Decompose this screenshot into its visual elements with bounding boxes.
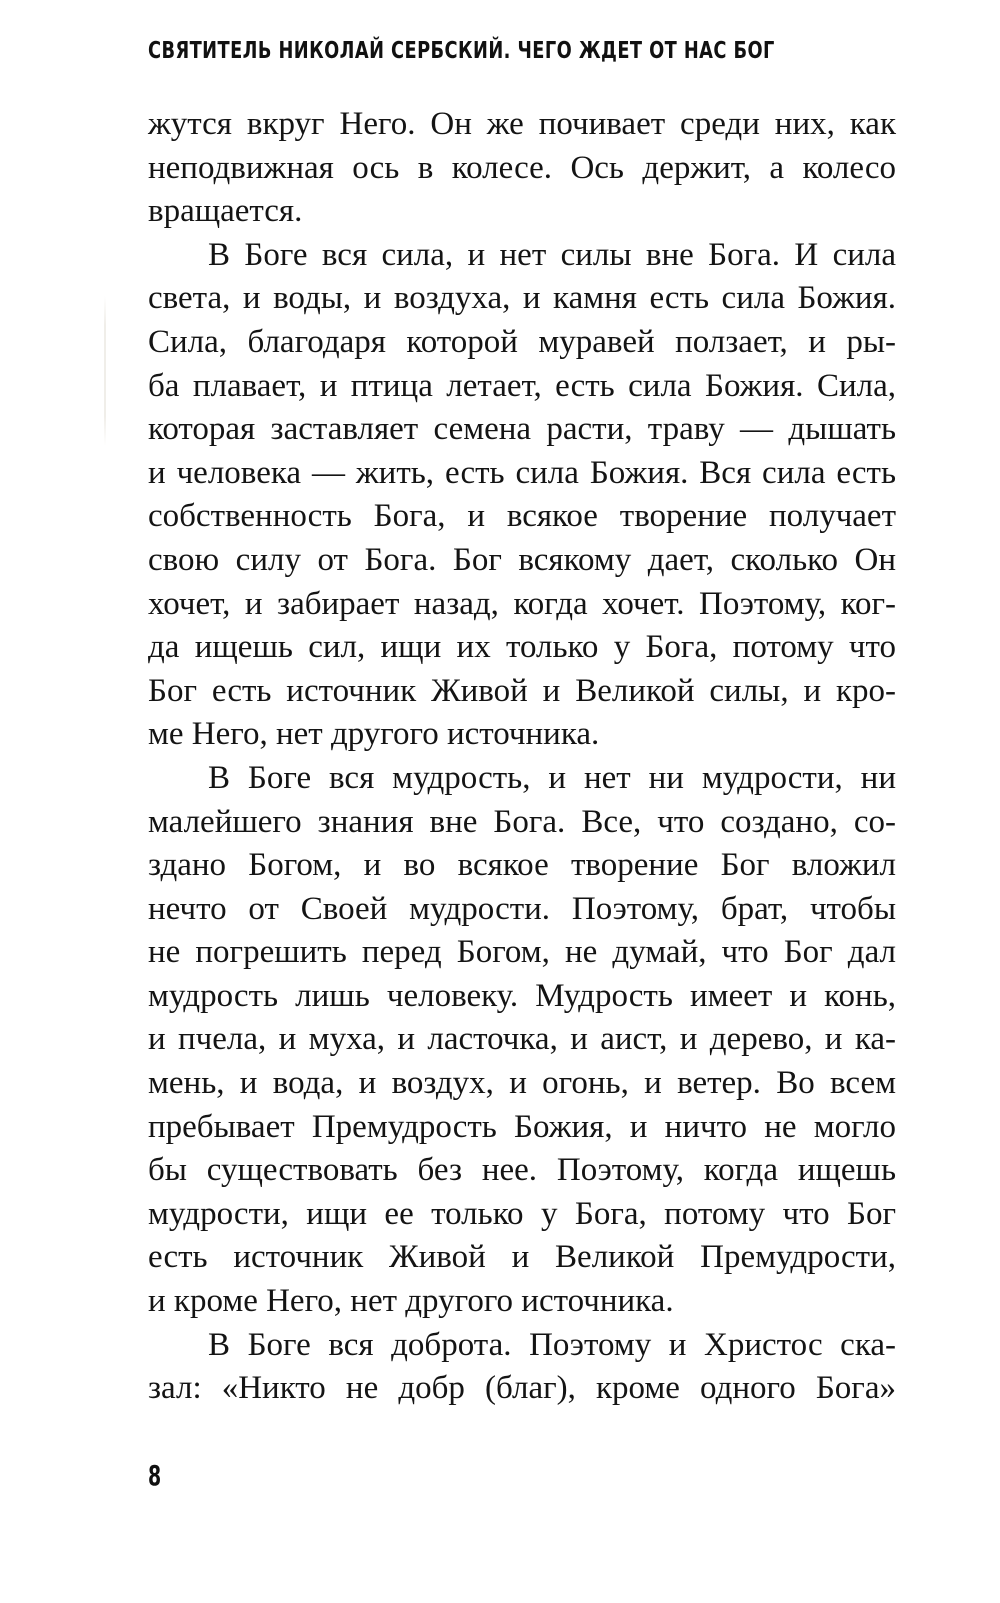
text-line: пребывает Премудрость Божия, и ничто не могло — [148, 1108, 896, 1145]
text-line: мудрости, ищи ее только у Бога, потому что Бог — [148, 1195, 896, 1232]
text-line: хочет, и забирает назад, когда хочет. Поэтому, ког- — [148, 585, 896, 622]
text-line: которая заставляет семена расти, траву — дышать — [148, 411, 896, 448]
text-line: Сила, благодаря которой муравей ползает, и ры- — [148, 323, 896, 360]
text-line: собственность Бога, и всякое творение получает — [148, 498, 896, 535]
text-line: и кроме Него, нет другого источника. — [148, 1283, 674, 1320]
text-line: ме Него, нет другого источника. — [148, 716, 600, 753]
paragraph-start-line: В Боге вся доброта. Поэтому и Христос ска- — [208, 1326, 896, 1363]
text-line: есть источник Живой и Великой Премудрости, — [148, 1239, 896, 1276]
running-header: СВЯТИТЕЛЬ НИКОЛАЙ СЕРБСКИЙ. ЧЕГО ЖДЕТ ОТ НАС БОГ — [148, 38, 775, 64]
text-line: ба плавает, и птица летает, есть сила Божия. Сила, — [148, 367, 896, 404]
text-line: жутся вкруг Него. Он же почивает среди них, как — [148, 106, 896, 142]
text-line: не погрешить перед Богом, не думай, что Бог дал — [148, 934, 896, 971]
text-line: и человека — жить, есть сила Божия. Вся сила есть — [148, 454, 896, 491]
text-line: света, и воды, и воздуха, и камня есть сила Божия. — [148, 280, 896, 317]
text-line: и пчела, и муха, и ласточка, и аист, и дерево, и ка- — [148, 1021, 896, 1058]
text-line: зал: «Никто не добр (благ), кроме одного Бога» — [148, 1370, 896, 1407]
text-line: да ищешь сил, ищи их только у Бога, потому что — [148, 629, 896, 666]
body-text — [148, 103, 896, 1411]
text-line: здано Богом, и во всякое творение Бог вложил — [148, 847, 896, 884]
text-line: свою силу от Бога. Бог всякому дает, сколько Он — [148, 541, 896, 578]
paragraph-start-line: В Боге вся сила, и нет силы вне Бога. И сила — [208, 236, 896, 273]
text-line: мудрость лишь человеку. Мудрость имеет и конь, — [148, 977, 896, 1014]
text-line: малейшего знания вне Бога. Все, что создано, со- — [148, 803, 896, 840]
text-line: мень, и вода, и воздух, и огонь, и ветер. Во всем — [148, 1065, 896, 1102]
text-line: нечто от Своей мудрости. Поэтому, брат, чтобы — [148, 890, 896, 927]
margin-crease — [104, 296, 106, 446]
paragraph-start-line: В Боге вся мудрость, и нет ни мудрости, ни — [208, 759, 896, 796]
text-line: неподвижная ось в колесе. Ось держит, а колесо — [148, 149, 896, 186]
text-line: вращается. — [148, 193, 303, 230]
text-line: Бог есть источник Живой и Великой силы, и кро- — [148, 672, 896, 709]
text-line: бы существовать без нее. Поэтому, когда ищешь — [148, 1152, 896, 1189]
page-number: 8 — [148, 1459, 162, 1492]
